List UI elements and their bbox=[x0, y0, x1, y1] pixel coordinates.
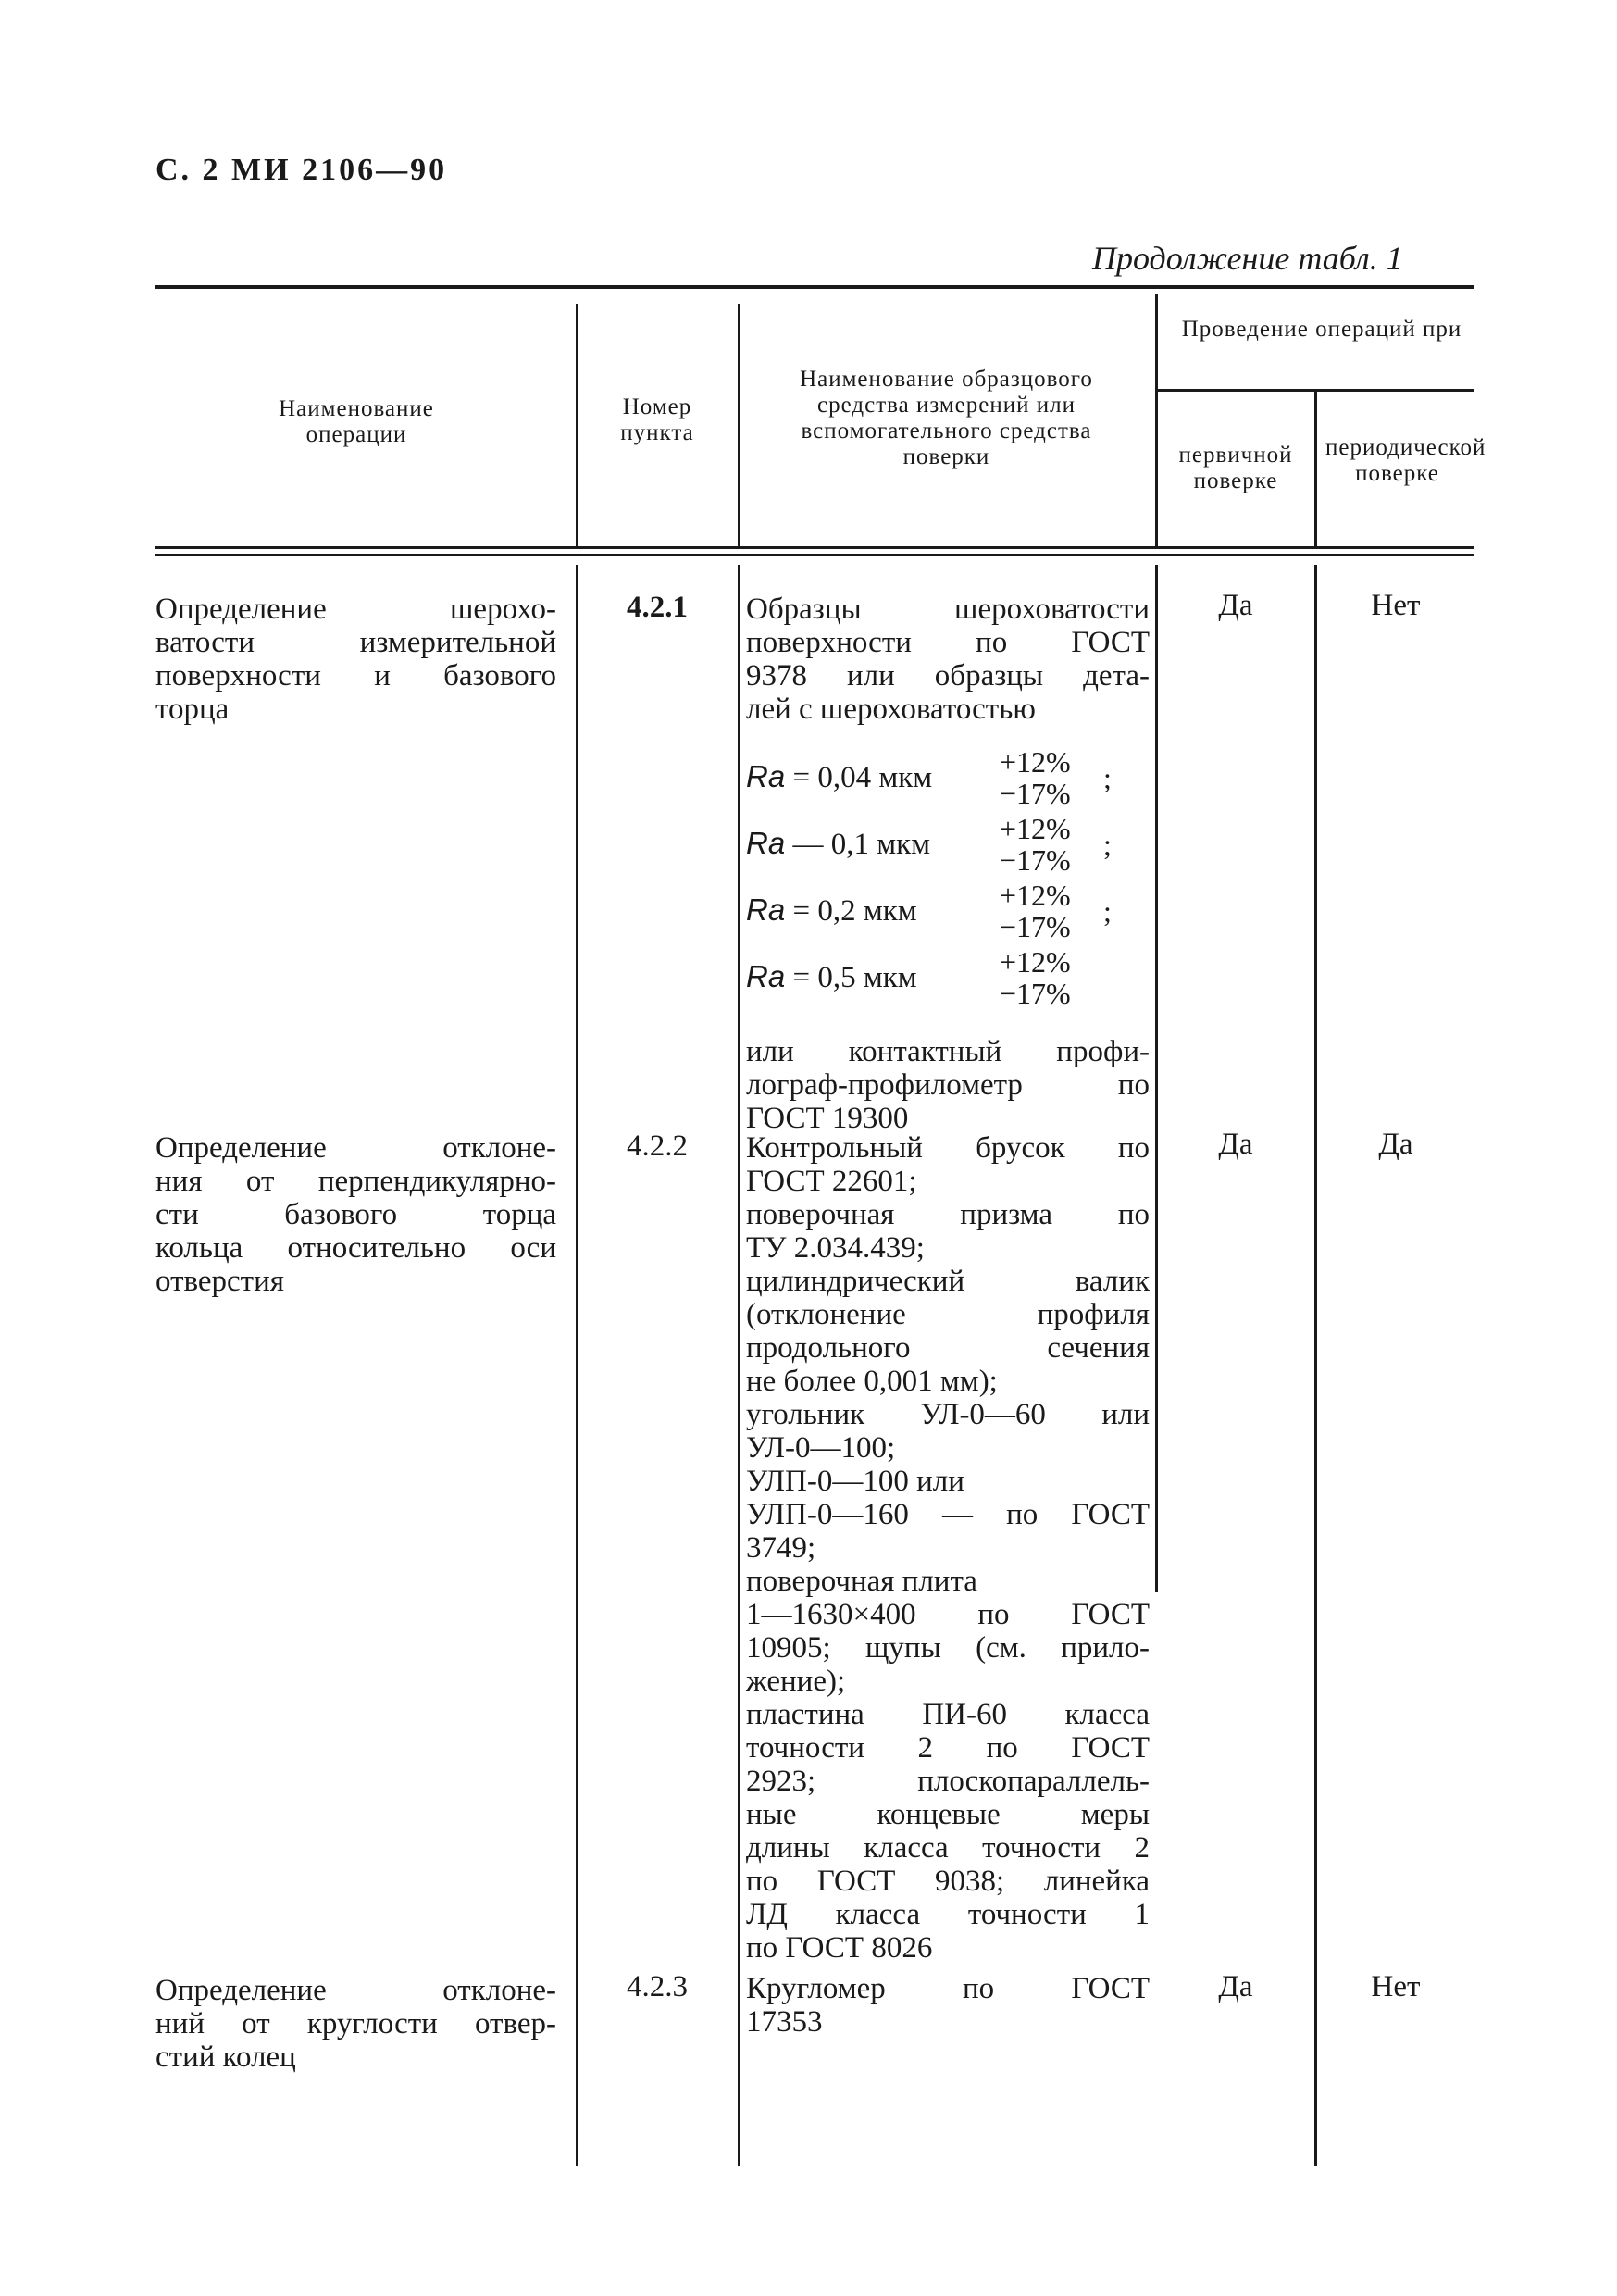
row3-operation-line: стий колец bbox=[155, 2040, 296, 2074]
row2-means-line: цилиндрический валик bbox=[746, 1265, 1150, 1298]
ra-separator: ; bbox=[1103, 894, 1112, 928]
row2-means-line: угольник УЛ-0—60 или bbox=[746, 1398, 1150, 1431]
row1-operation-line: поверхности и базового bbox=[155, 659, 556, 693]
row2-means-line: Контрольный брусок по bbox=[746, 1131, 1150, 1165]
header-means: Наименование образцового средства измерений или вспомогательного средства поверки bbox=[800, 367, 1093, 469]
row2-means-line: 2923; плоскопараллель- bbox=[746, 1765, 1150, 1798]
row1-means-line: 9378 или образцы дета- bbox=[746, 659, 1150, 693]
row1-clause: 4.2.1 bbox=[627, 591, 688, 624]
header-primary: первичной поверке bbox=[1178, 443, 1293, 493]
row2-means-line: ТУ 2.034.439; bbox=[746, 1231, 925, 1265]
row1-means-line: поверхности по ГОСТ bbox=[746, 626, 1150, 659]
row2-means bbox=[746, 1131, 1150, 1965]
row2-means-line: поверочная призма по bbox=[746, 1198, 1150, 1231]
row1-operation-line: торца bbox=[155, 693, 230, 726]
row1-means-line: лей с шероховатостью bbox=[746, 693, 1036, 726]
row2-means-line: ЛД класса точности 1 bbox=[746, 1898, 1150, 1931]
row2-operation-line: кольца относительно оси bbox=[155, 1231, 556, 1265]
row1-periodic: Нет bbox=[1371, 589, 1421, 622]
row2-periodic: Да bbox=[1378, 1128, 1413, 1161]
page-code: С. 2 МИ 2106—90 bbox=[155, 153, 448, 187]
row2-means-line: (отклонение профиля bbox=[746, 1298, 1150, 1331]
row1-means-line: ГОСТ 19300 bbox=[746, 1102, 909, 1135]
row3-primary: Да bbox=[1218, 1970, 1253, 2003]
row2-operation-line: Определение отклоне- bbox=[155, 1131, 556, 1165]
header-bottom-rule-1 bbox=[155, 546, 1474, 549]
ra-tolerance: +12% −17% bbox=[1000, 945, 1071, 1010]
row3-means-line: 17353 bbox=[746, 2005, 823, 2039]
row2-means-line: 10905; щупы (см. прило- bbox=[746, 1631, 1150, 1665]
ra-item: Ra — 0,1 мкм bbox=[746, 826, 930, 861]
row2-means-line: пластина ПИ-60 класса bbox=[746, 1698, 1150, 1731]
ra-item: Ra = 0,2 мкм bbox=[746, 892, 917, 928]
header-clause: Номер пункта bbox=[620, 394, 694, 445]
col-divider-2-head bbox=[738, 304, 740, 546]
col-divider-3-body bbox=[1155, 565, 1158, 1592]
row2-means-line: по ГОСТ 8026 bbox=[746, 1931, 933, 1965]
row1-means-outro bbox=[746, 1035, 1150, 1135]
table-continuation-caption: Продолжение табл. 1 bbox=[1092, 240, 1403, 277]
row3-clause: 4.2.3 bbox=[627, 1970, 688, 2003]
row3-operation-line: Определение отклоне- bbox=[155, 1974, 556, 2007]
row3-periodic: Нет bbox=[1371, 1970, 1421, 2003]
ra-tolerance: +12% −17% bbox=[1000, 812, 1071, 877]
row2-means-line: УЛП-0—160 — по ГОСТ bbox=[746, 1498, 1150, 1531]
row2-means-line: ные концевые меры bbox=[746, 1798, 1150, 1831]
col-divider-1-head bbox=[576, 304, 578, 546]
col-divider-1-body bbox=[576, 565, 578, 2166]
row1-operation-line: Определение шерохо- bbox=[155, 593, 556, 626]
ra-tolerance: +12% −17% bbox=[1000, 879, 1071, 943]
row1-primary: Да bbox=[1218, 589, 1253, 622]
row2-means-line: продольного сечения bbox=[746, 1331, 1150, 1365]
header-bottom-rule-2 bbox=[155, 554, 1474, 556]
row2-operation-line: ния от перпендикулярно- bbox=[155, 1165, 556, 1198]
col-divider-4-body bbox=[1314, 565, 1317, 2166]
row2-means-line: ГОСТ 22601; bbox=[746, 1165, 917, 1198]
row1-operation bbox=[155, 593, 556, 726]
table-top-rule bbox=[155, 285, 1474, 289]
header-operation: Наименование операции bbox=[279, 396, 434, 447]
row2-means-line: УЛ-0—100; bbox=[746, 1431, 896, 1465]
row2-means-line: по ГОСТ 9038; линейка bbox=[746, 1865, 1150, 1898]
col-divider-2-body bbox=[738, 565, 740, 2166]
row2-means-line: 3749; bbox=[746, 1531, 816, 1565]
ra-item: Ra = 0,04 мкм bbox=[746, 759, 933, 794]
row1-means-intro bbox=[746, 593, 1150, 726]
row2-means-line: поверочная плита bbox=[746, 1565, 977, 1598]
row2-operation-line: сти базового торца bbox=[155, 1198, 556, 1231]
row2-operation bbox=[155, 1131, 556, 1298]
col-divider-3-head bbox=[1155, 294, 1158, 546]
row2-primary: Да bbox=[1218, 1128, 1253, 1161]
ra-item: Ra = 0,5 мкм bbox=[746, 959, 917, 994]
header-performed-group: Проведение операций при bbox=[1181, 317, 1462, 342]
row2-operation-line: отверстия bbox=[155, 1265, 284, 1298]
row3-means-line: Кругломер по ГОСТ bbox=[746, 1972, 1150, 2005]
row2-means-line: точности 2 по ГОСТ bbox=[746, 1731, 1150, 1765]
row1-means-line: лограф-профилометр по bbox=[746, 1068, 1150, 1102]
row3-means bbox=[746, 1972, 1150, 2039]
row2-means-line: 1—1630×400 по ГОСТ bbox=[746, 1598, 1150, 1631]
ra-tolerance: +12% −17% bbox=[1000, 745, 1071, 810]
row2-clause: 4.2.2 bbox=[627, 1129, 688, 1163]
header-periodic: периодической поверке bbox=[1325, 435, 1486, 486]
row2-means-line: УЛП-0—100 или bbox=[746, 1465, 964, 1498]
row3-operation bbox=[155, 1974, 556, 2074]
row3-operation-line: ний от круглости отвер- bbox=[155, 2007, 556, 2040]
row2-means-line: длины класса точности 2 bbox=[746, 1831, 1150, 1865]
row2-means-line: жение); bbox=[746, 1665, 846, 1698]
row1-operation-line: ватости измерительной bbox=[155, 626, 556, 659]
col-divider-4-head bbox=[1314, 392, 1317, 546]
row1-means-line: Образцы шероховатости bbox=[746, 593, 1150, 626]
row1-means-line: или контактный профи- bbox=[746, 1035, 1150, 1068]
row2-means-line: не более 0,001 мм); bbox=[746, 1365, 998, 1398]
ra-separator: ; bbox=[1103, 828, 1112, 861]
ra-separator: ; bbox=[1103, 761, 1112, 794]
